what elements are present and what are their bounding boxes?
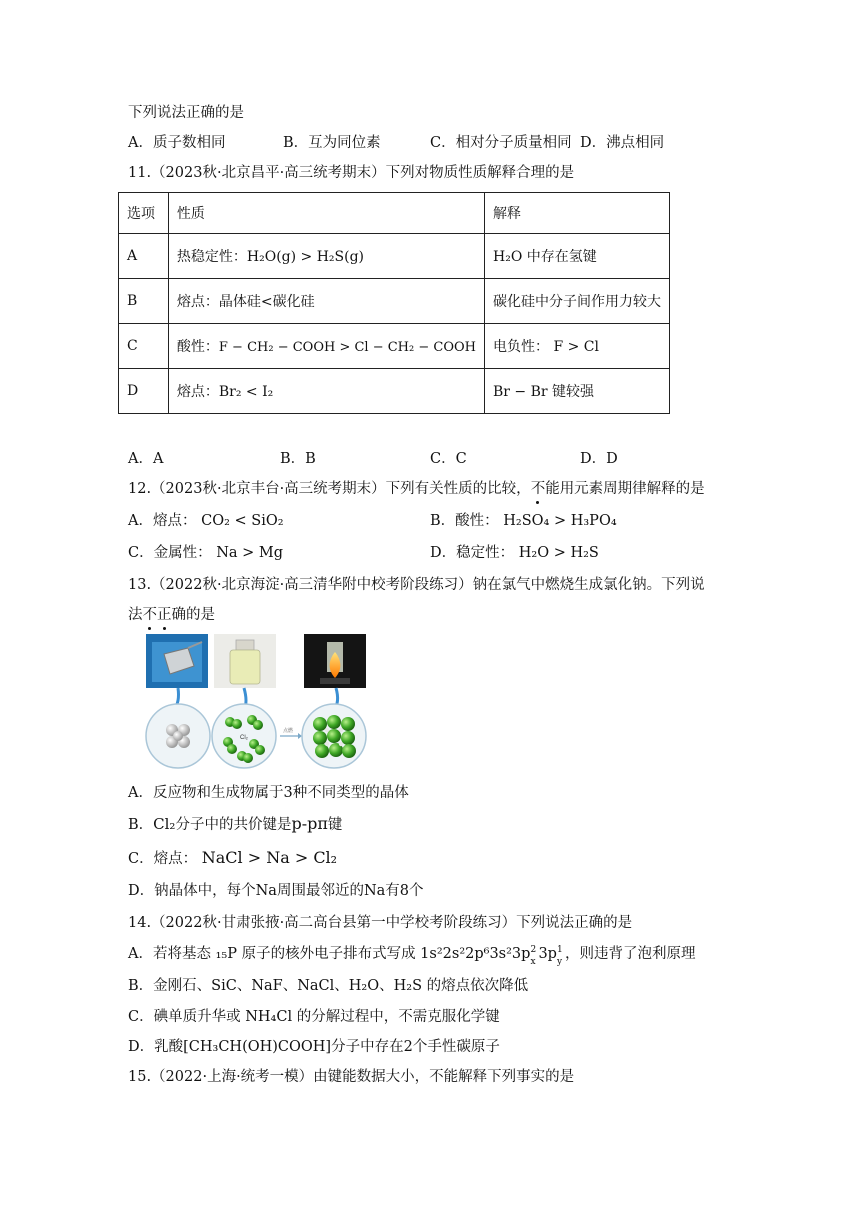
table-cell-option: A [119, 234, 169, 279]
option-formula: Na > Mg [216, 545, 284, 561]
table-cell-option: B [119, 279, 169, 324]
table-cell-explanation [485, 234, 670, 279]
q10-option-c: C．相对分子质量相同 [430, 135, 572, 151]
option-label: C．熔点： [128, 851, 198, 867]
table-row [119, 279, 670, 324]
q12-option-a [128, 512, 284, 530]
explanation-text: 电负性： F > Cl [493, 339, 599, 355]
sodium-photo [146, 634, 208, 688]
q10-option-a: A．质子数相同 [128, 135, 226, 151]
q13-option-c [128, 849, 337, 868]
option-label: D．稳定性： [430, 545, 515, 561]
q11-stem: 11.（2023秋·北京昌平·高三统考期末）下列对物质性质解释合理的是 [128, 165, 575, 181]
q13-option-a: A．反应物和生成物属于3种不同类型的晶体 [128, 785, 409, 801]
explanation-formula: H₂O [493, 249, 523, 265]
q11-option-a: A．A [128, 451, 164, 467]
table-header-row [119, 193, 670, 234]
emphasis-neng: 能 [545, 481, 560, 497]
bond-type: p-pπ [291, 814, 328, 833]
option-text: A．若将基态 ₁₅P 原子的核外电子排布式写成 1s²2s²2p⁶3s²3p [128, 946, 531, 962]
property-label: 熔点：晶体硅<碳化硅 [176, 294, 315, 310]
q14-option-b: B．金刚石、SiC、NaF、NaCl、H₂O、H₂S 的熔点依次降低 [128, 978, 529, 994]
property-label: 熔点： [176, 384, 219, 400]
option-formula: Cl₂ [153, 815, 176, 833]
burning-photo [304, 634, 366, 688]
q10-stem: 下列说法正确的是 [128, 105, 244, 121]
subscript: x [530, 957, 536, 967]
nacl-crystal-circle [302, 704, 366, 768]
q14-option-d: D．乳酸[CH₃CH(OH)COOH]分子中存在2个手性碳原子 [128, 1039, 500, 1055]
sodium-chlorine-reaction-figure [144, 632, 372, 772]
explanation-text: 键较强 [552, 384, 595, 400]
table-cell-property [168, 324, 484, 369]
option-formula: NaCl > Na > Cl₂ [201, 848, 338, 867]
emphasis-not: 不 [530, 481, 546, 497]
option-text: ，则违背了泡利原理 [564, 946, 696, 962]
option-formula: H₂O > H₂S [518, 545, 599, 561]
q14-option-c: C．碘单质升华或 NH₄Cl 的分解过程中，不需克服化学键 [128, 1009, 500, 1025]
reaction-arrow [280, 727, 302, 739]
option-label: C．金属性： [128, 545, 212, 561]
table-cell-property [168, 279, 484, 324]
table-cell-option: D [119, 369, 169, 414]
option-prefix: B． [128, 817, 154, 833]
q13-option-b [128, 815, 342, 834]
superscript: 1 [556, 945, 563, 955]
q12-stem-pre: 12.（2023秋·北京丰台·高三统考期末）下列有关性质的比较， [128, 481, 531, 497]
orbital-x [530, 945, 538, 967]
q13-stem-pre: 法 [128, 607, 143, 623]
q10-option-b: B．互为同位素 [283, 135, 381, 151]
q12-option-c [128, 544, 283, 562]
subscript: y [556, 957, 563, 967]
emphasis-zheng: 正 [157, 607, 172, 623]
option-text: 分子中的共价键是 [175, 817, 292, 833]
property-formula: H₂O(g) > H₂S(g) [246, 249, 365, 265]
q11-table [118, 192, 670, 414]
option-formula: CO₂ < SiO₂ [201, 513, 284, 529]
superscript: 2 [530, 945, 537, 955]
q14-stem: 14.（2022秋·甘肃张掖·高二高台县第一中学校考阶段练习）下列说法正确的是 [128, 915, 633, 931]
cl2-label: Cl₂ [240, 735, 248, 741]
table-cell-explanation [485, 279, 670, 324]
option-label: B．酸性： [430, 513, 499, 529]
explanation-text: 中存在氢键 [526, 249, 597, 265]
table-header-cell: 选项 [119, 193, 169, 234]
q11-option-c: C．C [430, 451, 467, 467]
ignite-label: 点燃 [283, 728, 294, 734]
q10-option-d: D．沸点相同 [580, 135, 665, 151]
table-cell-option: C [119, 324, 169, 369]
q13-stem-line2 [128, 606, 215, 624]
option-label: A．熔点： [128, 513, 197, 529]
table-row [119, 369, 670, 414]
q11-option-b: B．B [280, 451, 316, 467]
property-label: 热稳定性： [176, 249, 247, 265]
q13-option-d: D．钠晶体中，每个Na周围最邻近的Na有8个 [128, 883, 424, 899]
chlorine-bottle-photo [214, 634, 276, 688]
table-row [119, 234, 670, 279]
table-cell-explanation [485, 369, 670, 414]
emphasis-not: 不 [142, 607, 157, 623]
property-formula: F − CH₂ − COOH > Cl − CH₂ − COOH [218, 340, 476, 355]
table-cell-property [168, 369, 484, 414]
q13-stem-post: 确的是 [171, 607, 215, 623]
explanation-formula: Br − Br [493, 384, 548, 400]
option-formula: H₂SO₄ > H₃PO₄ [503, 513, 617, 529]
table-cell-property [168, 234, 484, 279]
q13-stem-line1: 13.（2022秋·北京海淀·高三清华附中校考阶段练习）钠在氯气中燃烧生成氯化钠。下列说 [128, 577, 705, 593]
explanation-text: 碳化硅中分子间作用力较大 [493, 294, 661, 310]
property-label: 酸性： [176, 339, 219, 355]
q15-stem: 15.（2022·上海·统考一模）由键能数据大小，不能解释下列事实的是 [128, 1069, 575, 1085]
q14-option-a [128, 945, 696, 967]
table-header-cell: 解释 [485, 193, 670, 234]
q12-option-b [430, 512, 617, 530]
table-header-cell: 性质 [168, 193, 484, 234]
q12-stem-post: 用元素周期律解释的是 [559, 481, 705, 497]
table-cell-explanation [485, 324, 670, 369]
option-text: 键 [327, 817, 343, 833]
q12-stem [128, 480, 705, 498]
property-formula: Br₂ < I₂ [218, 384, 274, 400]
chlorine-molecules-circle [212, 704, 276, 768]
sodium-lattice-circle [146, 704, 210, 768]
orbital-y [556, 945, 565, 967]
q12-option-d [430, 544, 599, 562]
table-row [119, 324, 670, 369]
option-text: 3p [538, 946, 557, 962]
q11-option-d: D．D [580, 451, 618, 467]
